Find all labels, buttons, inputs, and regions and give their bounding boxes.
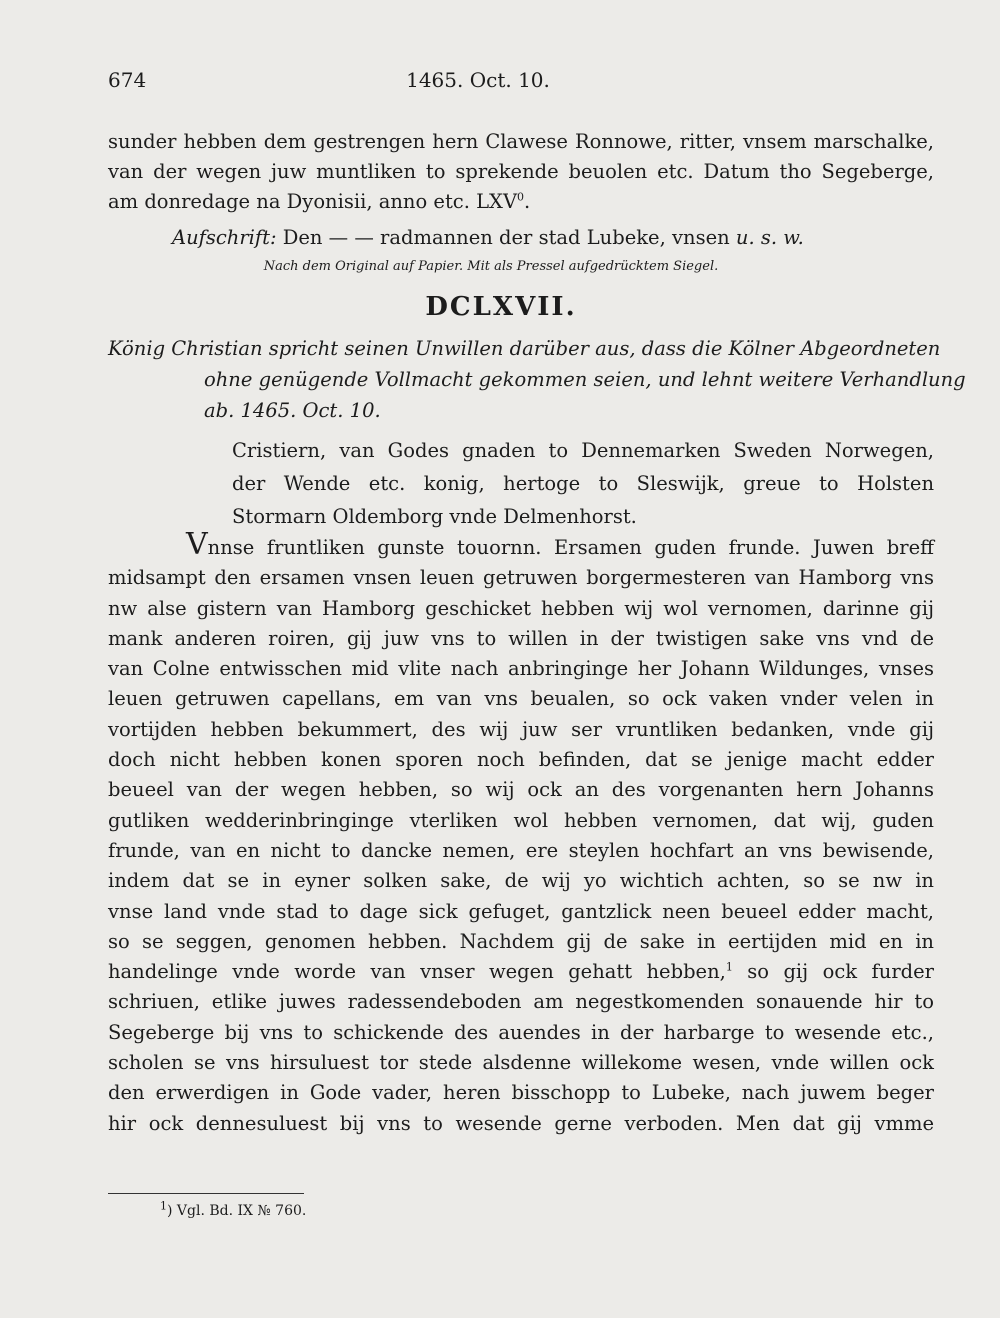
prev-doc-line-text: am donredage na Dyonisii, anno etc. LXV bbox=[108, 190, 518, 213]
footnote-mark: 1 bbox=[725, 960, 733, 974]
text-line-footnote bbox=[108, 957, 934, 987]
letter-text-2 bbox=[108, 987, 934, 1138]
initial-letter: V bbox=[186, 527, 208, 562]
text-line: beueel van der wegen hebben, so wij ock an des vorgenanten hern Johanns bbox=[108, 778, 934, 802]
text-line: mank anderen roiren, gij juw vns to willen in der twistigen sake vns vnd de bbox=[108, 626, 934, 650]
aufschrift bbox=[108, 223, 934, 253]
degree-mark: 0 bbox=[517, 190, 525, 204]
text-line: Segeberge bij vns to schickende des auendes in der harbarge to wesende etc., bbox=[108, 1020, 934, 1044]
aufschrift-label: Aufschrift: bbox=[172, 226, 277, 249]
text-line-first bbox=[108, 527, 934, 563]
text-line: hir ock dennesuluest bij vns to wesende gerne verboden. Men dat gij vmme bbox=[108, 1111, 934, 1135]
document-number: DCLXVII. bbox=[425, 292, 577, 322]
salutation-line: der Wende etc. konig, hertoge to Sleswijk, greue to Holsten bbox=[232, 472, 934, 495]
prev-doc-line: van der wegen juw muntliken to sprekende beuolen etc. Datum tho Segeberge, bbox=[108, 160, 934, 183]
text-line: indem dat se in eyner solken sake, de wij yo wichtich achten, so se nw in bbox=[108, 869, 934, 893]
spacer bbox=[108, 426, 934, 434]
text-line: leuen getruwen capellans, em van vns beualen, so ock vaken vnder velen in bbox=[108, 687, 934, 711]
page-number: 674 bbox=[108, 68, 147, 92]
text-line: van Colne entwisschen mid vlite nach anbringinge her Johann Wildunges, vnses bbox=[108, 657, 934, 681]
text-line: doch nicht hebben konen sporen noch befinden, dat se jenige macht edder bbox=[108, 748, 934, 772]
text-fn-before: handelinge vnde worde van vnser wegen gehatt hebben, bbox=[108, 960, 726, 984]
text-fn-after: so gij ock furder bbox=[732, 960, 934, 984]
page-body bbox=[108, 127, 966, 1139]
footnote bbox=[160, 1199, 307, 1219]
salutation-line: Stormarn Oldemborg vnde Delmenhorst. bbox=[232, 505, 637, 528]
text-line: vnse land vnde stad to dage sick gefuget, gantzlick neen beueel edder macht, bbox=[108, 899, 934, 923]
prev-doc-end: . bbox=[524, 190, 531, 213]
footnote-rule bbox=[108, 1193, 304, 1194]
text-first: nnse fruntliken gunste touornn. Ersamen guden frunde. Juwen breff bbox=[207, 536, 934, 559]
text-line: so se seggen, genomen hebben. Nachdem gij de sake in eertijden mid en in bbox=[108, 929, 934, 953]
letter-text bbox=[108, 563, 934, 957]
aufschrift-abbr: u. s. w. bbox=[735, 226, 804, 249]
page-header bbox=[108, 68, 928, 98]
text-line: schriuen, etlike juwes radessendeboden am negestkomenden sonauende hir to bbox=[108, 990, 934, 1014]
regest-line: König Christian spricht seinen Unwillen darüber aus, dass die Kölner Abgeordneten bbox=[108, 337, 941, 360]
text-line: midsampt den ersamen vnsen leuen getruwen borgermesteren van Hamborg vns bbox=[108, 566, 934, 590]
text-line: frunde, van en nicht to dancke nemen, ere steylen hochfart an vns bewisende, bbox=[108, 838, 934, 862]
text-line: nw alse gistern van Hamborg geschicket hebben wij wol vernomen, darinne gij bbox=[108, 596, 934, 620]
text-line: gutliken wedderinbringinge vterliken wol hebben vernomen, dat wij, guden bbox=[108, 808, 934, 832]
footnote-text: ) Vgl. Bd. IX № 760. bbox=[167, 1203, 307, 1219]
running-head: 1465. Oct. 10. bbox=[406, 68, 550, 92]
text-line: vortijden hebben bekummert, des wij juw ser vruntliken bedanken, vnde gij bbox=[108, 717, 934, 741]
source-note: Nach dem Original auf Papier. Mit als Pressel aufgedrücktem Siegel. bbox=[263, 259, 719, 274]
regest-line: ohne genügende Vollmacht gekommen seien, und lehnt weitere Verhandlung bbox=[204, 368, 966, 391]
regest-line: ab. 1465. Oct. 10. bbox=[204, 399, 381, 422]
footnote-number: 1 bbox=[160, 1199, 167, 1213]
prev-doc-line-last bbox=[108, 187, 934, 217]
text-line: den erwerdigen in Gode vader, heren bisschopp to Lubeke, nach juwem beger bbox=[108, 1081, 934, 1105]
salutation-line: Cristiern, van Godes gnaden to Dennemarken Sweden Norwegen, bbox=[232, 439, 934, 462]
text-line: scholen se vns hirsuluest tor stede alsdenne willekome wesen, vnde willen ock bbox=[108, 1051, 934, 1075]
prev-doc-line: sunder hebben dem gestrengen hern Clawese Ronnowe, ritter, vnsem marschalke, bbox=[108, 130, 934, 153]
aufschrift-text: Den — — radmannen der stad Lubeke, vnsen bbox=[276, 226, 736, 249]
